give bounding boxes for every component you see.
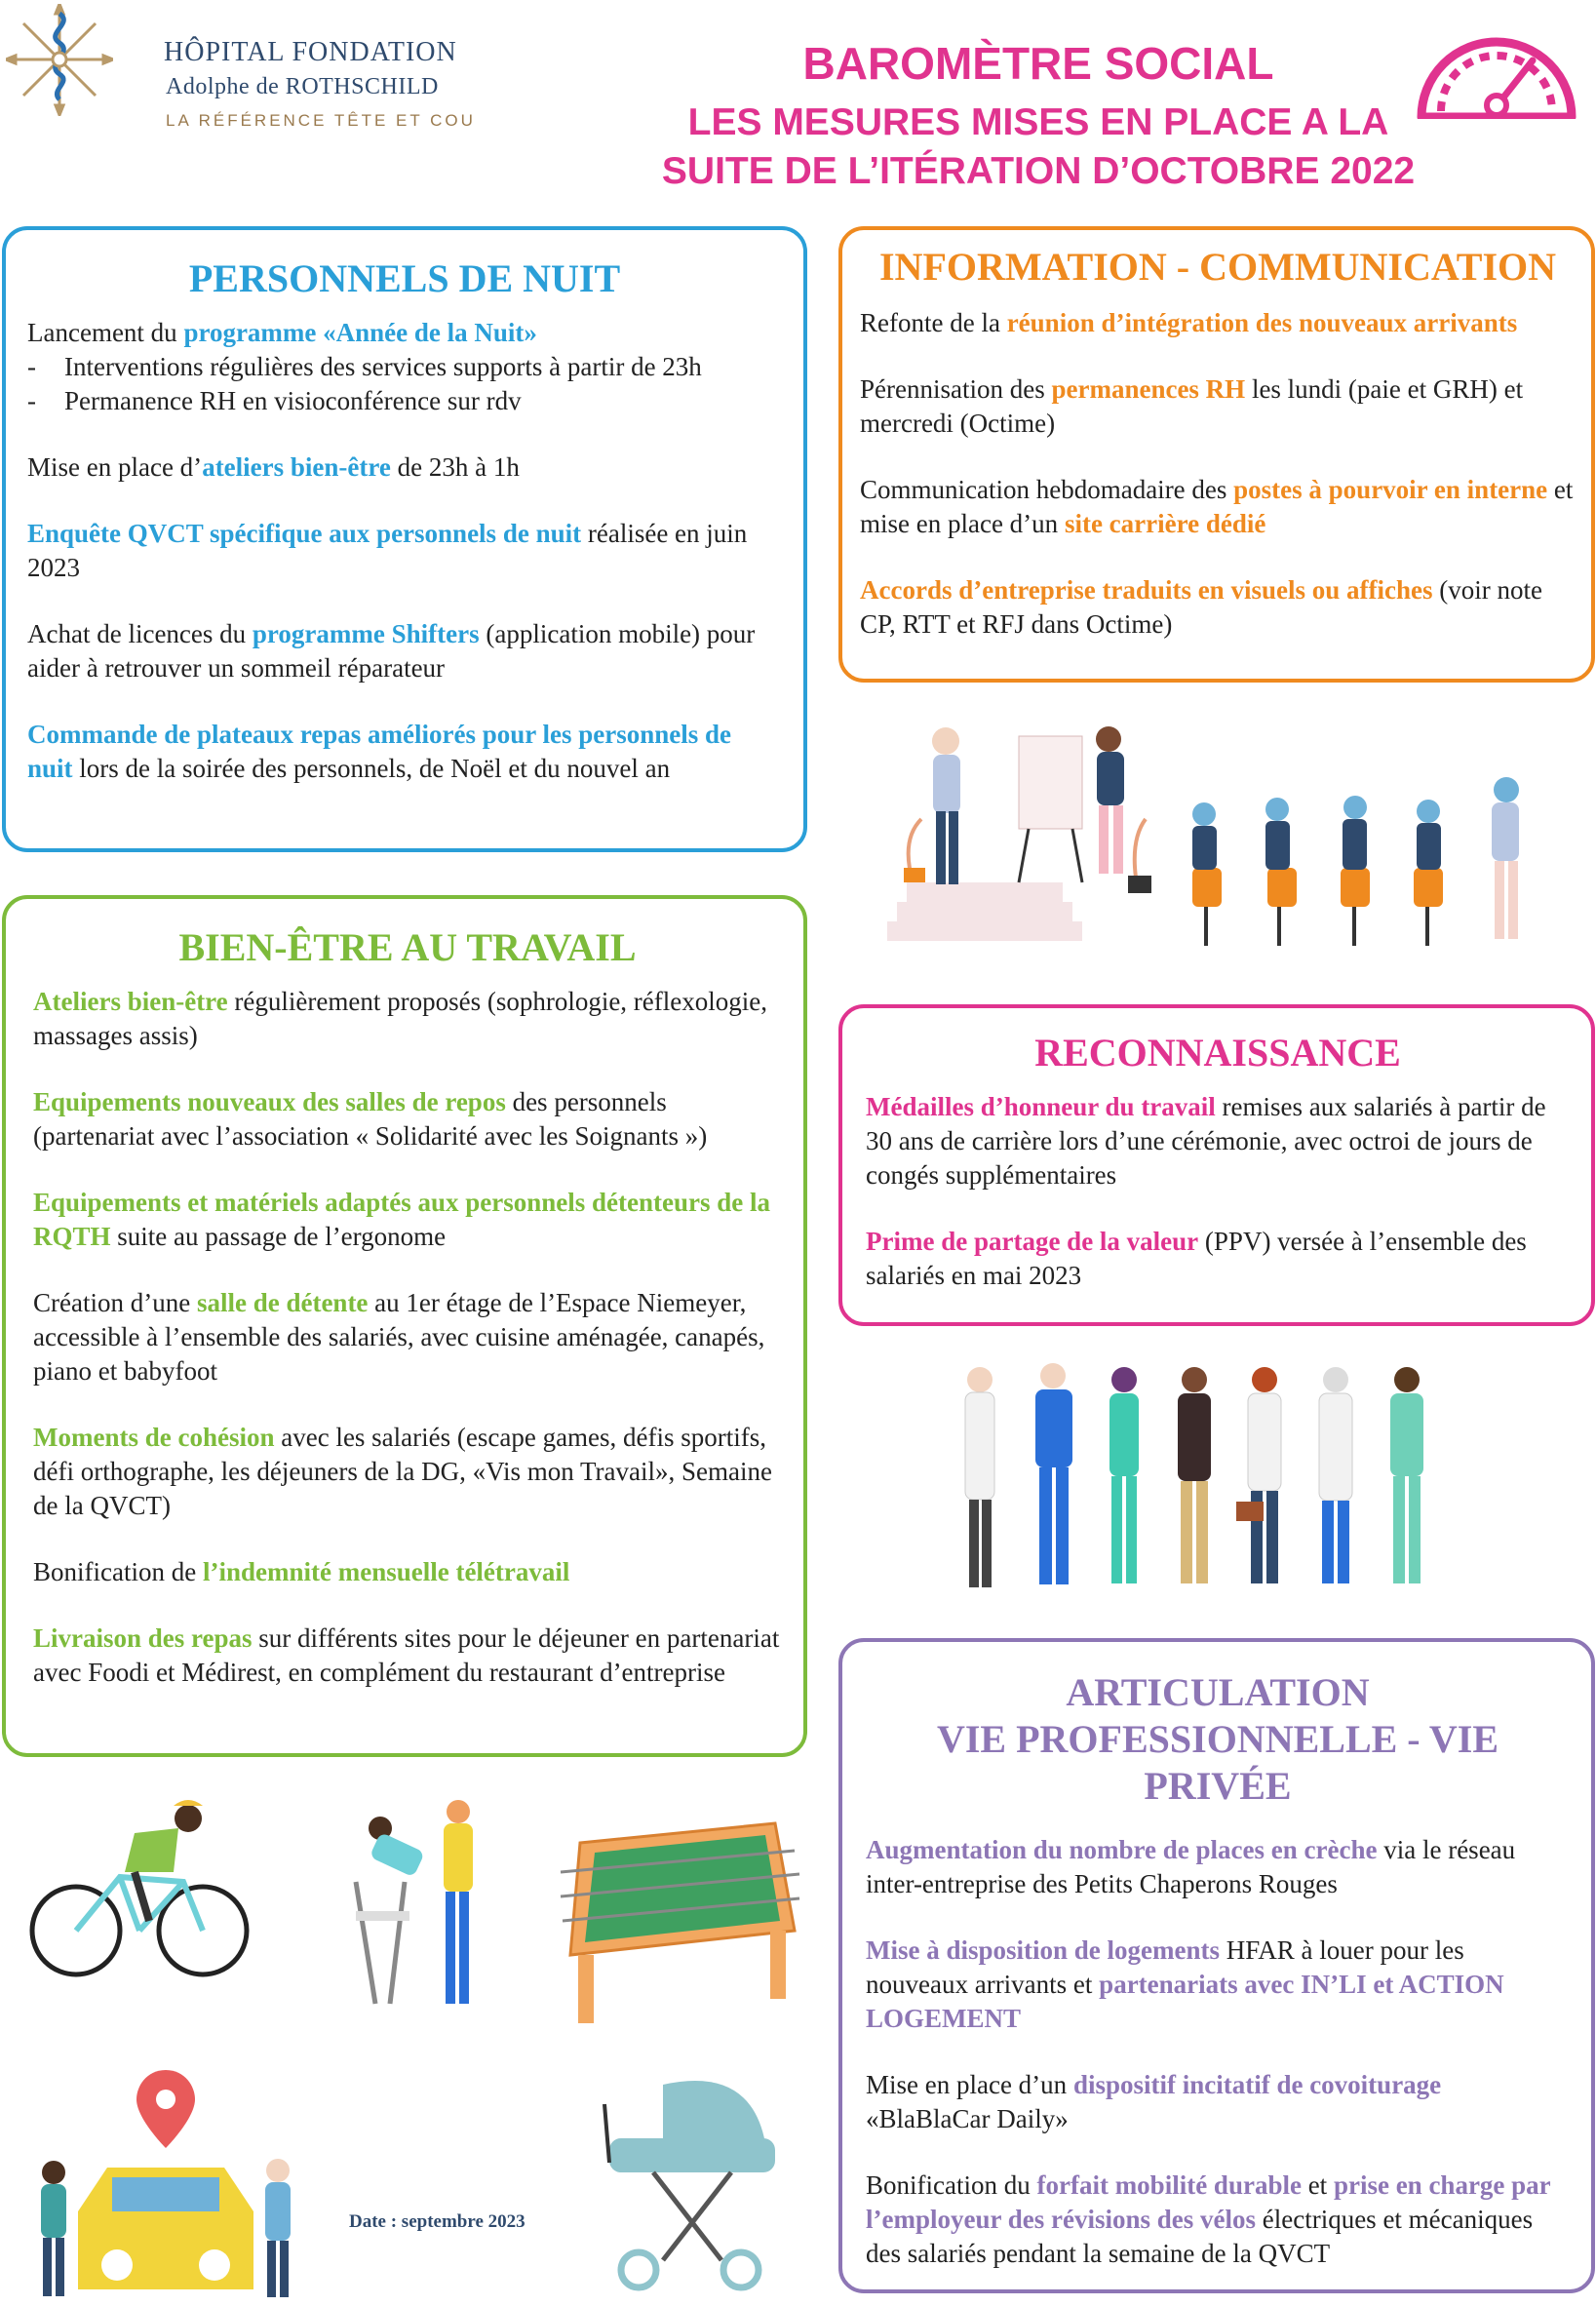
publication-date: Date : septembre 2023 xyxy=(349,2211,526,2232)
section-title: PERSONNELS DE NUIT xyxy=(188,256,621,300)
section-title: BIEN-ÊTRE AU TRAVAIL xyxy=(178,925,637,969)
bicycle-icon xyxy=(27,1794,252,1979)
paragraph: Equipements nouveaux des salles de repos des personnels (partenariat avec l’association « Solidarité avec les Soignants ») xyxy=(33,1087,708,1151)
section-title: INFORMATION - COMMUNICATION xyxy=(878,245,1557,289)
paragraph: Bonification de l’indemnité mensuelle télétravail xyxy=(33,1557,570,1586)
section-recognition xyxy=(838,1004,1595,1326)
page-subtitle-line1: LES MESURES MISES EN PLACE A LA xyxy=(687,101,1389,143)
foosball-table-icon xyxy=(551,1784,804,2028)
paragraph: Accords d’entreprise traduits en visuels ou affiches (voir note CP, RTT et RFJ dans Octime) xyxy=(860,575,1542,639)
speedometer-icon xyxy=(1414,21,1579,119)
medical-staff-illustration xyxy=(955,1360,1472,1599)
paragraph: Augmentation du nombre de places en crèche via le réseau inter-entreprise des Petits Chaperons Rouges xyxy=(866,1835,1516,1898)
paragraph: Enquête QVCT spécifique aux personnels de nuit réalisée en juin 2023 xyxy=(27,519,748,582)
paragraph: Commande de plateaux repas améliorés pour les personnels de nuit lors de la soirée des personnels, de Noël et du nouvel an xyxy=(27,720,731,783)
page-title: BAROMÈTRE SOCIAL xyxy=(802,38,1274,89)
paragraph: Livraison des repas sur différents sites pour le déjeuner en partenariat avec Foodi et Médirest, en complément du restaurant d’entreprise xyxy=(33,1623,780,1687)
paragraph: Bonification du forfait mobilité durable et prise en charge par l’employeur des révisions des vélos électriques et mécaniques des salariés pendant la semaine de la QVCT xyxy=(866,2170,1551,2268)
paragraph: Mise en place d’ateliers bien-être de 23h à 1h xyxy=(27,452,520,482)
section-title-line1: ARTICULATION xyxy=(1066,1670,1370,1714)
paragraph: Médailles d’honneur du travail remises aux salariés à partir de 30 ans de carrière lors d’une cérémonie, avec octroi de jours de congés supplémentaires xyxy=(866,1092,1546,1190)
paragraph: Achat de licences du programme Shifters (application mobile) pour aider à retrouver un sommeil réparateur xyxy=(27,619,756,683)
list-item: - Interventions régulières des services supports à partir de 23h xyxy=(27,350,782,384)
paragraph: Equipements et matériels adaptés aux personnels détenteurs de la RQTH suite au passage de l’ergonome xyxy=(33,1188,770,1251)
hospital-logo xyxy=(6,4,113,116)
section-work-life-balance xyxy=(838,1638,1595,2293)
bullet-list xyxy=(27,350,782,418)
page-subtitle-line2: SUITE DE L’ITÉRATION D’OCTOBRE 2022 xyxy=(661,150,1416,192)
paragraph: Refonte de la réunion d’intégration des nouveaux arrivants xyxy=(860,308,1518,337)
hospital-name-line2: Adolphe de ROTHSCHILD xyxy=(166,74,439,99)
stroller-icon xyxy=(595,2065,790,2299)
paragraph: Mise à disposition de logements HFAR à louer pour les nouveaux arrivants et partenariats avec IN’LI et ACTION LOGEMENT xyxy=(866,1935,1504,2033)
paragraph: Ateliers bien-être régulièrement proposés (sophrologie, réflexologie, massages assis) xyxy=(33,987,768,1050)
paragraph: Pérennisation des permanences RH les lundi (paie et GRH) et mercredi (Octime) xyxy=(860,374,1524,438)
paragraph: Création d’une salle de détente au 1er étage de l’Espace Niemeyer, accessible à l’ensemble des salariés, avec cuisine aménagée, canapés, piano et babyfoot xyxy=(33,1288,765,1386)
paragraph: Communication hebdomadaire des postes à pourvoir en interne et mise en place d’un site carrière dédié xyxy=(860,475,1574,538)
section-title-line2: VIE PROFESSIONNELLE - VIE PRIVÉE xyxy=(936,1717,1499,1808)
hospital-tagline: LA RÉFÉRENCE TÊTE ET COU xyxy=(166,111,476,130)
list-item: - Permanence RH en visioconférence sur rdv xyxy=(27,384,782,418)
section-night-staff xyxy=(2,226,807,852)
paragraph: Prime de partage de la valeur (PPV) versée à l’ensemble des salariés en mai 2023 xyxy=(866,1227,1527,1290)
hospital-name-line1: HÔPITAL FONDATION xyxy=(164,37,457,67)
massage-chair-icon xyxy=(336,1794,497,2013)
meeting-illustration xyxy=(882,722,1550,960)
paragraph: Moments de cohésion avec les salariés (escape games, défis sportifs, défi orthographe, les déjeuners de la DG, «Vis mon Travail», Semaine de la QVCT) xyxy=(33,1423,772,1520)
section-title: RECONNAISSANCE xyxy=(1034,1031,1401,1075)
carpool-icon xyxy=(19,2065,312,2301)
paragraph: Lancement du programme «Année de la Nuit» xyxy=(27,318,537,347)
section-wellbeing xyxy=(2,895,807,1757)
paragraph: Mise en place d’un dispositif incitatif de covoiturage «BlaBlaCar Daily» xyxy=(866,2070,1442,2133)
section-information xyxy=(838,226,1595,683)
